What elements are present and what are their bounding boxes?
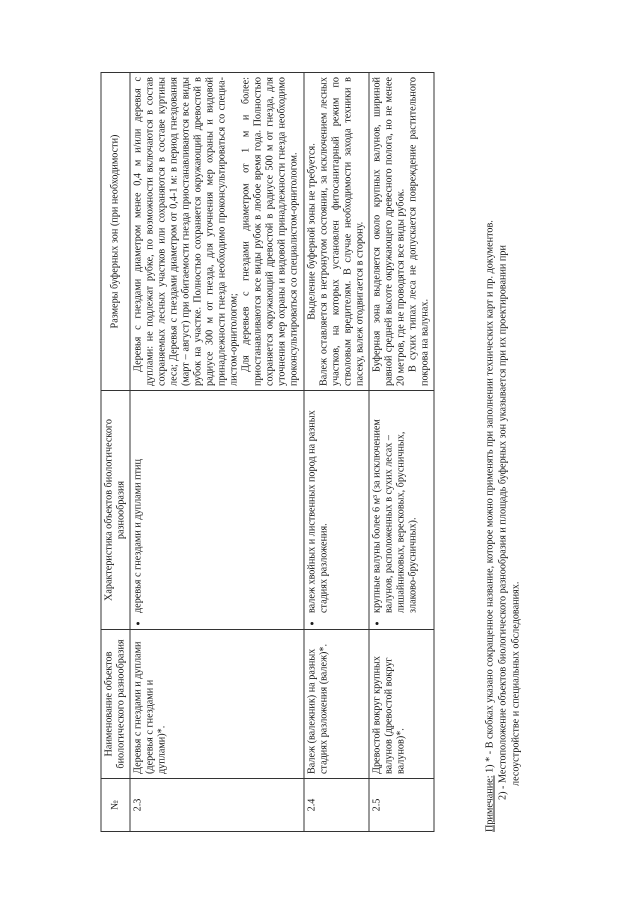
buffer-paragraph: Буферная зона выделяется около крупных валунов, шириной равной средней высоте окружающего древесного полога, но не менее 20 метров, где не проводятся все виды рубок. bbox=[371, 77, 407, 386]
header-name: Наименование объектов биологического разнообразия bbox=[101, 630, 130, 779]
note-text-1: 1) * - В скобках указано сокращенное название, которое можно применять при заполнении технических карт и пр. документов. bbox=[484, 220, 496, 776]
buffer-paragraph: Для деревьев с гнездами диаметром от 1 м и более: приостанавливаются все виды рубок в любое время года. Полностью сохраняется окружающий древостой в радиусе 500 м от гнезда, для уточнения мер охраны и видовой принадлежности гнезда необходимо проконсультироваться со специалистом-орнитологом. bbox=[240, 77, 300, 386]
buffer-paragraph: Деревья с гнездами диаметром менее 0,4 м и/или деревья с дуплами: не подлежат рубке, по возможности включаются в состав сохраняемых лесных участков или сохраняются в составе куртины леса; Деревья с гнездами диаметром от 0,4-1 м: в период гнездования (март – август) при обитаемости гнезда приостанавливаются все виды рубок на участке. Полностью сохраняется окружающий древостой в радиусе 300 м от гнезда, для уточнения мер охраны и видовой принадлежности гнезда необходимо проконсультироваться со специа-листом-орнитологом; bbox=[132, 77, 240, 386]
row-name: Деревья с гнездами и дуплами (деревья с гнездами и дуплами)*. bbox=[130, 630, 303, 779]
table-row bbox=[369, 73, 434, 832]
buffer-paragraph: В сухих типах леса не допускается повреждение растительного покрова на валунах. bbox=[407, 77, 431, 386]
row-name: Древостой вокруг крупных валунов (древостой вокруг валунов)*. bbox=[369, 630, 434, 779]
row-buffer-size bbox=[304, 73, 369, 391]
biodiversity-table bbox=[101, 72, 435, 832]
row-num: 2.3 bbox=[130, 779, 303, 832]
note-line-1 bbox=[485, 72, 498, 832]
row-characteristic bbox=[369, 391, 434, 630]
note-line-3: лесоустройстве и специальных обследованиях. bbox=[510, 581, 521, 786]
header-num: № bbox=[101, 779, 130, 832]
header-characteristic: Характеристика объектов биологического разнообразия bbox=[101, 391, 130, 630]
rotated-sheet bbox=[93, 62, 548, 842]
notes-label: Примечание: bbox=[484, 775, 496, 832]
row-num: 2.4 bbox=[304, 779, 369, 832]
list-item: • валеж хвойных и лиственных пород на разных стадиях разложения. bbox=[306, 395, 330, 613]
table-header-row bbox=[101, 73, 130, 832]
list-item: • деревья с гнездами и дуплами птиц bbox=[133, 395, 145, 613]
row-buffer-size bbox=[130, 73, 303, 391]
notes-block bbox=[485, 72, 523, 832]
row-name: Валеж (валежник) на разных стадиях разложения (валеж)*. bbox=[304, 630, 369, 779]
list-item: • крупные валуны более 6 м³ (за исключением валунов, расположенных в сухих лесах – лишайниковых, вересковых, брусничных, злаково-брусничных). bbox=[371, 395, 419, 613]
buffer-paragraph: Валеж оставляется в нетронутом состоянии, за исключением лесных участков, на которых установлен фитосанитарный режим по стволовым вредителям. В случае необходимости захода техники в пасеку, валеж отодвигается в сторону. bbox=[318, 77, 366, 386]
row-characteristic bbox=[130, 391, 303, 630]
buffer-paragraph: Выделение буферной зоны не требуется. bbox=[306, 143, 317, 320]
note-line-2: 2) - Местоположение объектов биологического разнообразия и площадь буферных зон указывается при их проектировании при bbox=[497, 245, 509, 800]
header-buffer-size: Размеры буферных зон (при необходимости) bbox=[101, 73, 130, 391]
row-buffer-size bbox=[369, 73, 434, 391]
table-row bbox=[304, 73, 369, 832]
row-characteristic bbox=[304, 391, 369, 630]
table-row bbox=[130, 73, 303, 832]
row-num: 2.5 bbox=[369, 779, 434, 832]
